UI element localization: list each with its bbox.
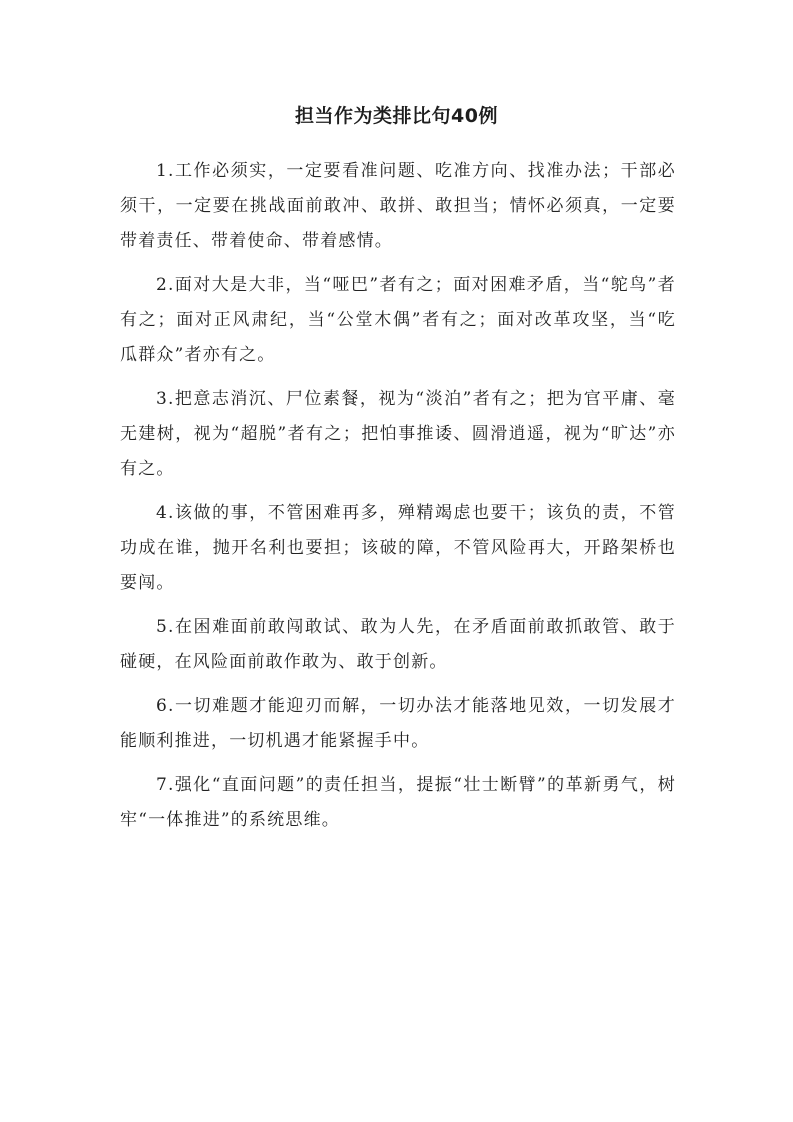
paragraph-2: 2.面对大是大非，当“哑巴”者有之；面对困难矛盾，当“鸵鸟”者有之；面对正风肃纪，当“公堂木偶”者有之；面对改革攻坚，当“吃瓜群众”者亦有之。 bbox=[120, 275, 676, 365]
paragraph-1: 1.工作必须实，一定要看准问题、吃准方向、找准办法；干部必须干，一定要在挑战面前敢冲、敢拼、敢担当；情怀必须真，一定要带着责任、带着使命、带着感情。 bbox=[120, 161, 676, 251]
paragraph-6: 6.一切难题才能迎刃而解，一切办法才能落地见效，一切发展才能顺利推进，一切机遇才能紧握手中。 bbox=[120, 696, 676, 751]
document-body bbox=[120, 154, 676, 847]
document-title: 担当作为类排比句40例 bbox=[295, 105, 498, 127]
paragraph-5: 5.在困难面前敢闯敢试、敢为人先，在矛盾面前敢抓敢管、敢于碰硬，在风险面前敢作敢为、敢于创新。 bbox=[120, 617, 676, 672]
paragraph-7: 7.强化“直面问题”的责任担当，提振“壮士断臂”的革新勇气，树牢“一体推进”的系统思维。 bbox=[120, 775, 676, 830]
paragraph-4: 4.该做的事，不管困难再多，殚精竭虑也要干；该负的责，不管功成在谁，抛开名利也要担；该破的障，不管风险再大，开路架桥也要闯。 bbox=[120, 503, 676, 593]
paragraph-3: 3.把意志消沉、尸位素餐，视为“淡泊”者有之；把为官平庸、毫无建树，视为“超脱”者有之；把怕事推诿、圆滑逍遥，视为“旷达”亦有之。 bbox=[120, 389, 676, 479]
